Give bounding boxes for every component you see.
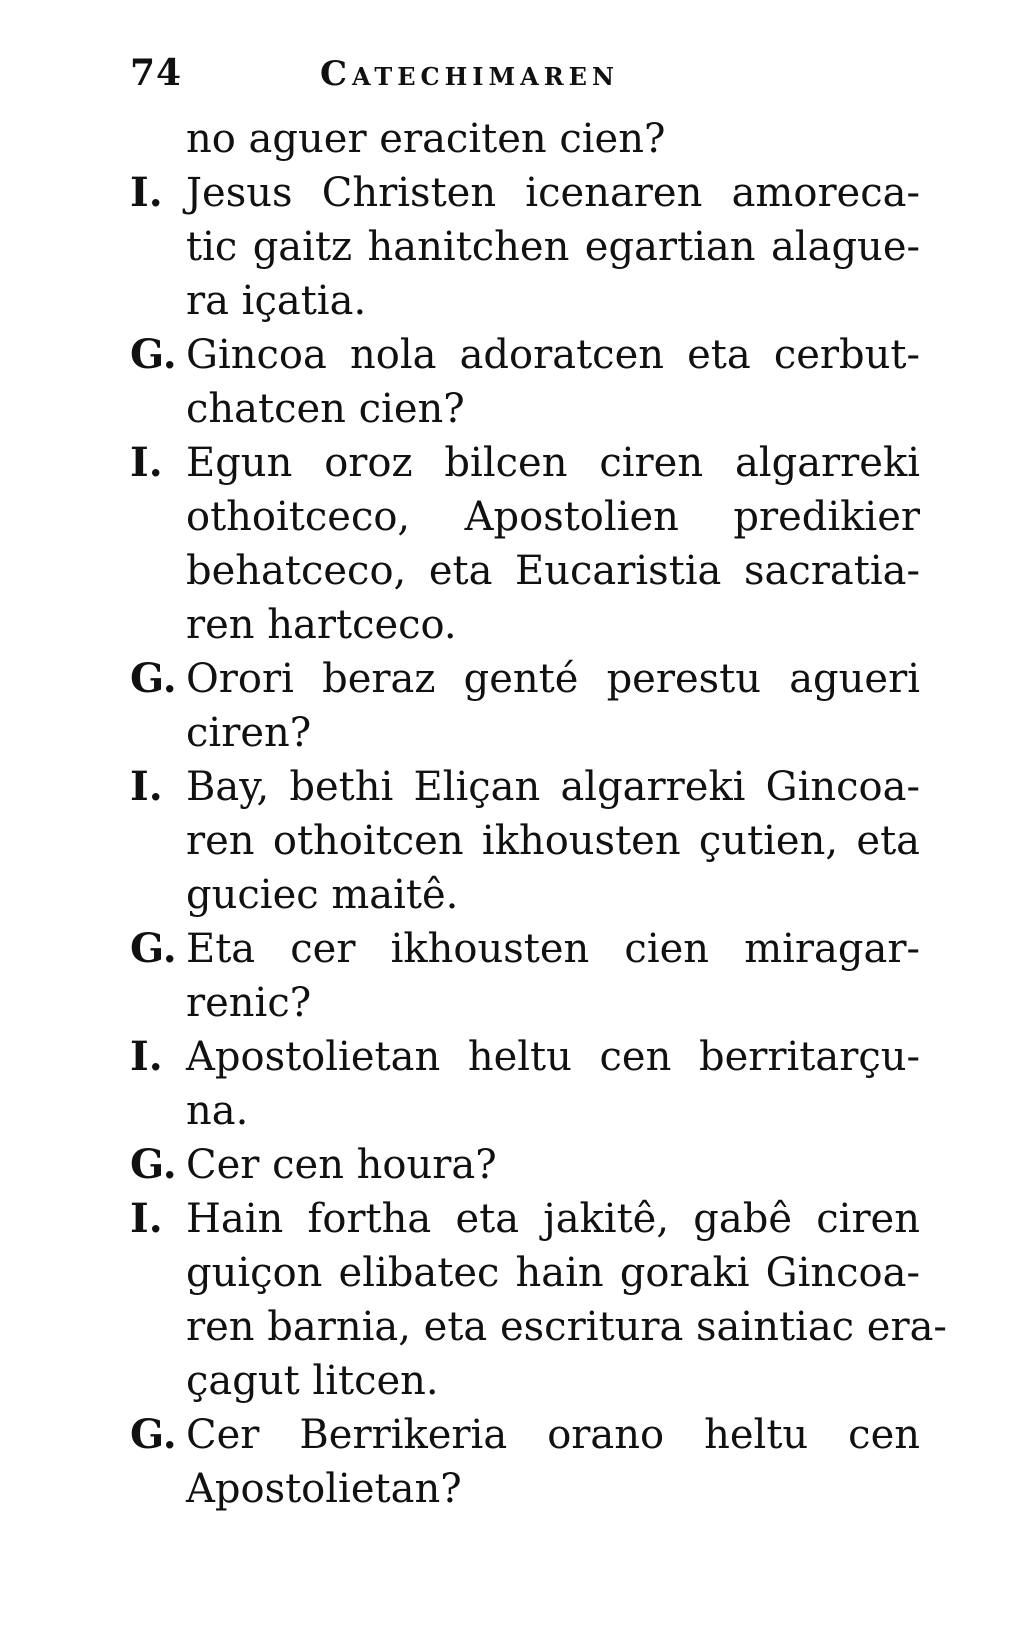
text-line — [130, 274, 920, 328]
line-text: Jesus Christen icenaren amoreca- — [186, 170, 920, 216]
line-text: behatceco, eta Eucaristia sacratia- — [186, 548, 920, 594]
speaker-label: I. — [130, 1033, 163, 1080]
text-line — [130, 1354, 920, 1408]
text-line — [130, 1462, 920, 1516]
text-line — [130, 166, 920, 220]
page-number: 74 — [130, 52, 183, 94]
line-text: guciec maitê. — [186, 872, 459, 918]
line-text: ren othoitcen ikhousten çutien, eta — [186, 818, 920, 864]
line-text: Bay, bethi Eliçan algarreki Gincoa- — [186, 764, 920, 810]
text-line — [130, 652, 920, 706]
text-line — [130, 1192, 920, 1246]
text-line — [130, 382, 920, 436]
line-text: çagut litcen. — [186, 1358, 439, 1404]
speaker-label: I. — [130, 763, 163, 810]
line-text: ciren? — [186, 710, 312, 756]
text-line — [130, 1030, 920, 1084]
text-line — [130, 598, 920, 652]
text-line — [130, 1300, 947, 1354]
line-text: Eta cer ikhousten cien miragar- — [186, 926, 920, 972]
page-header — [130, 52, 770, 102]
text-line — [130, 1246, 920, 1300]
dialogue-text-block — [130, 112, 947, 1516]
speaker-label: G. — [130, 1141, 177, 1188]
text-line — [130, 922, 920, 976]
line-text: ren hartceco. — [186, 602, 457, 648]
line-text: chatcen cien? — [186, 386, 465, 432]
text-line — [130, 112, 920, 166]
line-text: Gincoa nola adoratcen eta cerbut- — [186, 332, 920, 378]
text-line — [130, 544, 920, 598]
speaker-label: I. — [130, 1195, 163, 1242]
line-text: Apostolietan heltu cen berritarçu- — [186, 1034, 920, 1080]
speaker-label: I. — [130, 439, 163, 486]
line-text: guiçon elibatec hain goraki Gincoa- — [186, 1250, 920, 1296]
text-line — [130, 760, 920, 814]
text-line — [130, 976, 920, 1030]
line-text: tic gaitz hanitchen egartian alague- — [186, 224, 920, 270]
line-text: Hain fortha eta jakitê, gabê ciren — [186, 1196, 920, 1242]
running-head: Catechimaren — [320, 54, 619, 94]
text-line — [130, 436, 920, 490]
speaker-label: I. — [130, 169, 163, 216]
line-text: Apostolietan? — [186, 1466, 462, 1512]
speaker-label: G. — [130, 1411, 177, 1458]
line-text: ren barnia, eta escritura saintiac era- — [186, 1304, 947, 1350]
text-line — [130, 328, 920, 382]
text-line — [130, 814, 920, 868]
text-line — [130, 1084, 920, 1138]
line-text: renic? — [186, 980, 312, 1026]
text-line — [130, 490, 920, 544]
line-text: Egun oroz bilcen ciren algarreki — [186, 440, 920, 486]
text-line — [130, 706, 920, 760]
line-text: ra içatia. — [186, 278, 367, 324]
line-text: na. — [186, 1088, 249, 1134]
speaker-label: G. — [130, 655, 177, 702]
speaker-label: G. — [130, 331, 177, 378]
line-text: Cer cen houra? — [186, 1142, 497, 1188]
text-line — [130, 220, 920, 274]
line-text: Orori beraz genté perestu agueri — [186, 656, 920, 702]
text-line — [130, 868, 920, 922]
text-line — [130, 1408, 920, 1462]
line-text: no aguer eraciten cien? — [186, 116, 666, 162]
line-text: othoitceco, Apostolien predikier — [186, 494, 920, 540]
line-text: Cer Berrikeria orano heltu cen — [186, 1412, 920, 1458]
speaker-label: G. — [130, 925, 177, 972]
text-line — [130, 1138, 920, 1192]
